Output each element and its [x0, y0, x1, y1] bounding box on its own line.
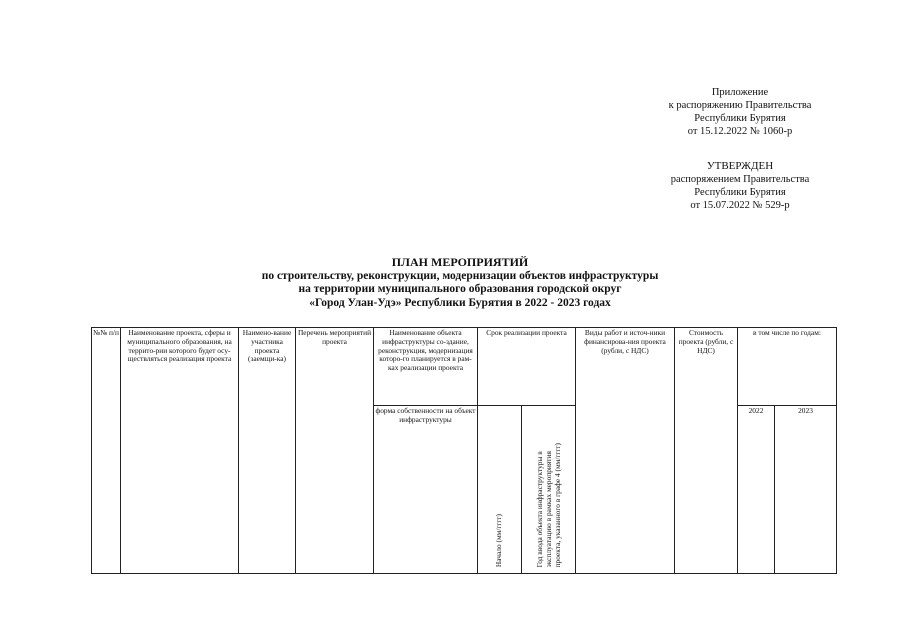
header-start-cell	[478, 406, 522, 574]
header-num: №№ п/п	[92, 328, 121, 574]
header-period: Срок реализации проекта	[478, 328, 576, 406]
header-start: Начало (мм/гггг)	[494, 513, 504, 567]
header-object-name: Наименование объекта инфраструктуры со-здание, реконструкция, модернизация которо-го планируется в рам-ках реализации проекта	[374, 328, 478, 406]
header-work-types: Виды работ и источ-ники финансирова-ния проекта (рубли, с НДС)	[576, 328, 675, 574]
appendix-line-1: Приложение	[711, 87, 769, 98]
appendix-line-3: Республики Бурятия	[694, 113, 786, 124]
header-activities: Перечень мероприятий проекта	[296, 328, 374, 574]
appendix-block	[600, 86, 880, 138]
title-line-1: ПЛАН МЕРОПРИЯТИЙ	[391, 255, 529, 269]
header-project-name: Наименование проекта, сферы и муниципального образования, на террито-рии которого будет осу-ществляться реализация проекта	[121, 328, 239, 574]
approval-line-3: от 15.07.2022 № 529-р	[690, 200, 790, 211]
header-commission-line-3: проекта, указанного в графе 4 (мм/гггг)	[553, 442, 562, 567]
header-ownership: форма собственности на объект инфраструктуры	[374, 406, 478, 574]
title-line-4: «Город Улан-Удэ» Республики Бурятия в 2022 - 2023 годах	[309, 296, 611, 309]
appendix-line-4: от 15.12.2022 № 1060-р	[687, 126, 793, 137]
plan-table	[91, 327, 837, 574]
table-header-row	[92, 328, 837, 406]
header-commission	[535, 443, 562, 567]
header-year-2023: 2023	[775, 406, 837, 574]
approval-heading: УТВЕРЖДЕН	[706, 160, 774, 172]
header-by-years: в том числе по годам:	[738, 328, 837, 406]
header-year-2022: 2022	[738, 406, 775, 574]
approval-line-1: распоряжением Правительства	[670, 174, 810, 185]
title-line-2: по строительству, реконструкции, модернизации объектов инфраструктуры	[261, 269, 659, 282]
title-line-3: на территории муниципального образования городской округ	[298, 283, 622, 295]
appendix-line-2: к распоряжению Правительства	[668, 100, 812, 111]
header-commission-line-2: эксплуатацию в рамках мероприятия	[544, 450, 553, 567]
header-participant: Наимено-вание участника проекта (заемщи-ка)	[239, 328, 296, 574]
header-commission-cell	[522, 406, 576, 574]
header-cost: Стоимость проекта (рубли, с НДС)	[675, 328, 738, 574]
header-commission-line-1: Год ввода объекта инфраструктуры в	[535, 450, 544, 567]
approval-line-2: Республики Бурятия	[694, 187, 786, 198]
approval-block	[600, 160, 880, 212]
document-title	[160, 256, 760, 310]
